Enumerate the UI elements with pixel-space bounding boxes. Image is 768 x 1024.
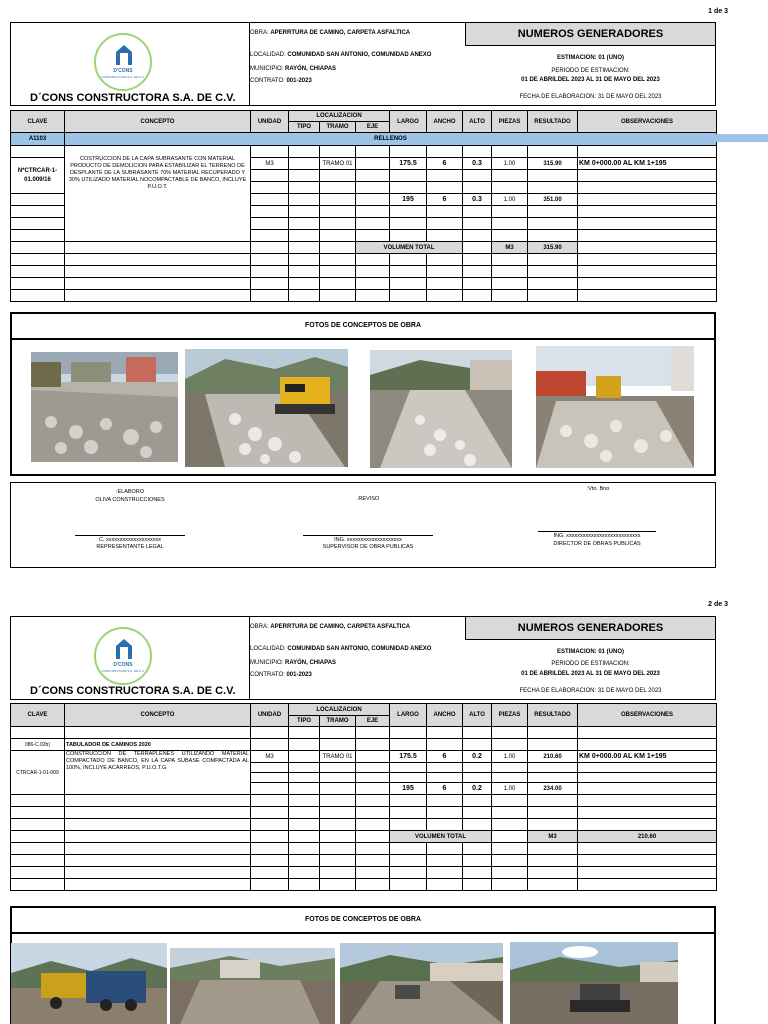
col-largo: LARGO bbox=[390, 704, 427, 727]
generadores-table bbox=[10, 703, 717, 891]
municipio-line: MUNICIPIO: RAYÓN, CHIAPAS bbox=[250, 660, 337, 666]
item-concepto: CONSTRUCCIÓN DE TERRAPLENES UTILIZANDO MATERIAL COMPACTADO DE BANCO, EN LA CAPA SUBASE COMPACTADA AL 100%, INCLUYE ACARREOS, P.U.O.T.G bbox=[65, 751, 251, 795]
col-alto: ALTO bbox=[463, 704, 492, 727]
page-number: 1 de 3 bbox=[708, 8, 728, 15]
volumen-total-row: VOLUMEN TOTAL M3 315.90 bbox=[11, 242, 717, 254]
generadores-table bbox=[10, 110, 717, 302]
company-name: D´CONS CONSTRUCTORA S.A. DE C.V. bbox=[30, 685, 236, 697]
signature-line-1 bbox=[75, 535, 185, 536]
photo-3 bbox=[370, 350, 512, 468]
col-largo: LARGO bbox=[390, 111, 427, 133]
col-observaciones: OBSERVACIONES bbox=[578, 704, 717, 727]
signature-line-2 bbox=[303, 535, 433, 536]
photo-5 bbox=[11, 943, 167, 1024]
section-highlight bbox=[716, 134, 768, 142]
table-row: 195 6 0.3 1.00 351.00 bbox=[11, 194, 717, 206]
photo-7 bbox=[340, 943, 503, 1024]
section-row bbox=[11, 133, 717, 146]
estimacion: ESTIMACION: 01 (UNO) bbox=[556, 649, 624, 655]
table-row: N*CTRCAR-1-01.009/16 M3 TRAMO 01 175.5 6 0.3 1.00 315.90 KM 0+000.00 AL KM 1+195 bbox=[11, 158, 717, 170]
obra-line: OBRA: APERRTURA DE CAMINO, CARPETA ASFALTICA bbox=[250, 30, 411, 36]
col-unidad: UNIDAD bbox=[251, 704, 289, 727]
reviso-label: .REVISO bbox=[356, 496, 380, 502]
item-clave: N*CTRCAR-1-01.009/16 bbox=[11, 158, 65, 194]
col-concepto: CONCEPTO bbox=[65, 111, 251, 133]
obra-line: OBRA: APERRTURA DE CAMINO, CARPETA ASFALTICA bbox=[250, 624, 411, 630]
photo-4 bbox=[536, 346, 694, 468]
contrato-line: CONTRATO: 001-2023 bbox=[250, 78, 312, 84]
tabulador: TABULADOR DE CAMINOS 2020 bbox=[65, 739, 251, 751]
table-row: 195 6 0.2 1.00 234.00 bbox=[11, 783, 717, 795]
item-clave: CTRCAR-1-01-009 bbox=[11, 751, 65, 795]
municipio-line: MUNICIPIO: RAYÓN, CHIAPAS bbox=[250, 66, 337, 72]
col-tipo: TIPO bbox=[289, 716, 320, 727]
elaboro-label: :ELABORO bbox=[115, 489, 145, 495]
contrato-line: CONTRATO: 001-2023 bbox=[250, 672, 312, 678]
col-observaciones: OBSERVACIONES bbox=[578, 111, 717, 133]
periodo-label: PERIODO DE ESTIMACION: bbox=[551, 68, 630, 74]
sig2-role: SUPERVISOR DE OBRA PUBLICAS bbox=[322, 544, 414, 550]
photo-1 bbox=[31, 352, 178, 462]
sig1-name: C. xxxxxxxxxxxxxxxxxxxx bbox=[98, 537, 162, 543]
col-tramo: TRAMO bbox=[320, 122, 356, 133]
col-eje: EJE bbox=[356, 716, 390, 727]
localidad-line: LOCALIDAD: COMUNIDAD SAN ANTONIO, COMUNIDAD ANEXO bbox=[250, 646, 432, 652]
col-ancho: ANCHO bbox=[427, 704, 463, 727]
section-name: RELLENOS bbox=[65, 133, 717, 146]
col-clave: CLAVE bbox=[11, 111, 65, 133]
section-clave: A1103 bbox=[11, 133, 65, 146]
col-clave: CLAVE bbox=[11, 704, 65, 727]
col-eje: EJE bbox=[356, 122, 390, 133]
col-alto: ALTO bbox=[463, 111, 492, 133]
elaboro-name: OLIVA CONSTRUCCIONES bbox=[95, 497, 165, 503]
periodo-label: PERIODO DE ESTIMACION: bbox=[551, 661, 630, 667]
col-piezas: PIEZAS bbox=[492, 704, 528, 727]
col-unidad: UNIDAD bbox=[251, 111, 289, 133]
fecha-elaboracion: FECHA DE ELABORACION: 31 DE MAYO DEL 2023 bbox=[519, 688, 662, 694]
col-concepto: CONCEPTO bbox=[65, 704, 251, 727]
localidad-line: LOCALIDAD: COMUNIDAD SAN ANTONIO, COMUNIDAD ANEXO bbox=[250, 52, 432, 58]
item-code: 086-C.02b) bbox=[11, 739, 65, 751]
col-tipo: TIPO bbox=[289, 122, 320, 133]
page-title: NUMEROS GENERADORES bbox=[465, 22, 716, 46]
sig3-role: DIRECTOR DE OBRAS PUBLICAS bbox=[553, 541, 641, 547]
photo-6 bbox=[170, 948, 335, 1024]
company-name: D´CONS CONSTRUCTORA S.A. DE C.V. bbox=[30, 92, 236, 104]
item-concepto: COSTRUCCION DE LA CAPA SUBRASANTE CON MATERIAL PRODUCTO DE DEMOLICION PARA ESTABILIZAR EL TERRENO DE DESPLANTE DE LA SUBRASANTE 70% MATERIAL RECUPERADO Y 30% UTILIZADO MATERIAL NOCOMPACTABLE DE BANCO, INCLUYE P.U.O.T. bbox=[65, 146, 251, 242]
sig1-role: REPRESENTANTE LEGAL bbox=[96, 544, 164, 550]
vto-label: :Vto. Bno bbox=[586, 486, 610, 492]
company-logo: D'CONS CONSTRUCTORA S.A. DE C.V. bbox=[94, 33, 152, 91]
fecha-elaboracion: FECHA DE ELABORACION: 31 DE MAYO DEL 2023 bbox=[519, 94, 662, 100]
col-piezas: PIEZAS bbox=[492, 111, 528, 133]
estimacion: ESTIMACION: 01 (UNO) bbox=[556, 55, 624, 61]
page-number: 2 de 3 bbox=[708, 601, 728, 608]
photo-2 bbox=[185, 349, 348, 467]
page-title: NUMEROS GENERADORES bbox=[465, 616, 716, 640]
col-tramo: TRAMO bbox=[320, 716, 356, 727]
col-resultado: RESULTADO bbox=[528, 704, 578, 727]
photo-8 bbox=[510, 942, 678, 1024]
sig2-name: ING. xxxxxxxxxxxxxxxxxxxx bbox=[334, 537, 402, 543]
fotos-title: FOTOS DE CONCEPTOS DE OBRA bbox=[10, 906, 716, 934]
signature-line-3 bbox=[538, 531, 656, 532]
volumen-total-row: VOLUMEN TOTAL M3 210.60 bbox=[11, 831, 717, 843]
col-localizacion: LOCALIZACION bbox=[289, 704, 390, 716]
col-ancho: ANCHO bbox=[427, 111, 463, 133]
company-logo: D'CONS CONSTRUCTORA S.A. DE C.V. bbox=[94, 627, 152, 685]
periodo: 01 DE ABRILDEL 2023 AL 31 DE MAYO DEL 2023 bbox=[521, 77, 660, 83]
col-resultado: RESULTADO bbox=[528, 111, 578, 133]
table-row bbox=[11, 739, 717, 751]
col-localizacion: LOCALIZACION bbox=[289, 111, 390, 122]
sig3-name: ING. xxxxxxxxxxxxxxxxxxxxxxxxxxx bbox=[553, 533, 641, 539]
fotos-title: FOTOS DE CONCEPTOS DE OBRA bbox=[10, 312, 716, 340]
periodo: 01 DE ABRILDEL 2023 AL 31 DE MAYO DEL 2023 bbox=[521, 671, 660, 677]
table-row: CTRCAR-1-01-009 CONSTRUCCIÓN DE TERRAPLENES UTILIZANDO MATERIAL COMPACTADO DE BANCO, EN LA CAPA SUBASE COMPACTADA AL 100%, INCLUYE ACARREOS, P.U.O.T.G M3 TRAMO 01 175.5 6 0.2 1.00 210.60 KM 0+000.00 AL KM 1+195 bbox=[11, 751, 717, 763]
